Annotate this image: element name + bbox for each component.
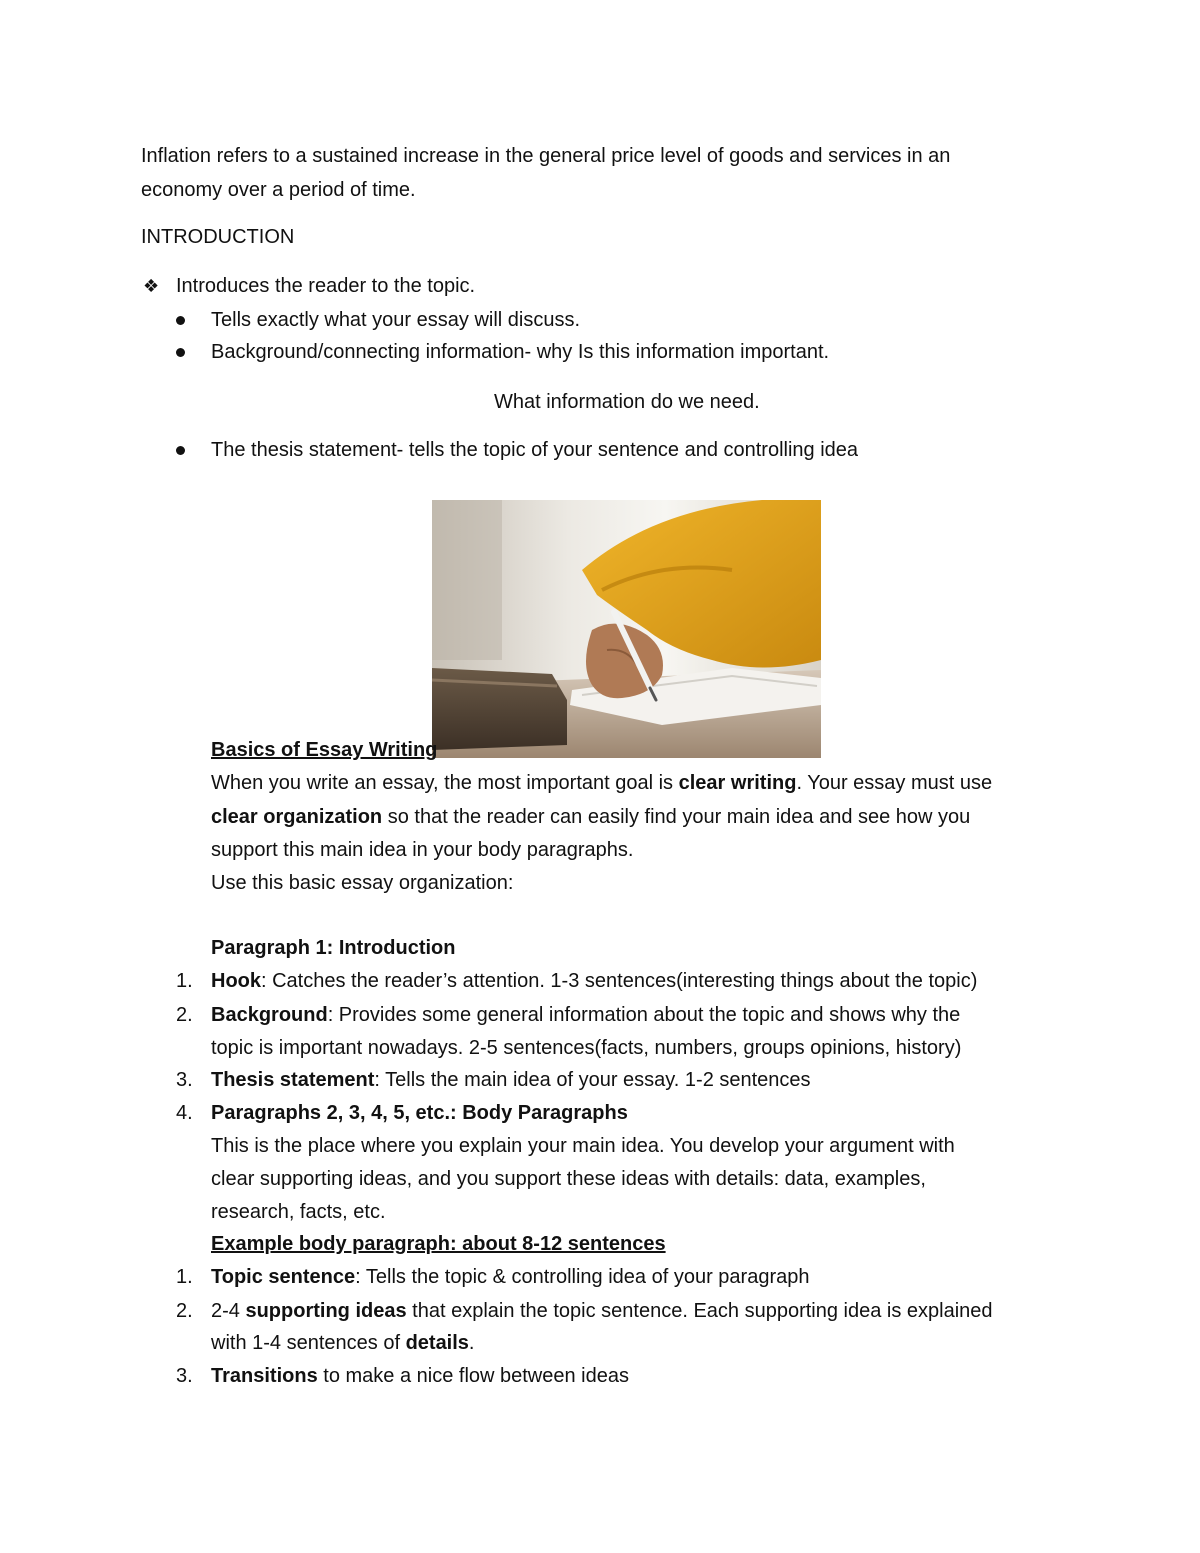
bullet-icon [176, 446, 185, 455]
list-item-thesis [211, 1064, 811, 1097]
basics-line-3: support this main idea in your body paragraphs. [211, 839, 634, 861]
writing-photo [432, 500, 821, 758]
list-item-topic-sentence [211, 1261, 809, 1294]
bullet-item-2: Background/connecting information- why Is this information important. [211, 341, 830, 363]
list-item-body-paragraphs: Paragraphs 2, 3, 4, 5, etc.: Body Paragraphs [211, 1102, 628, 1124]
basics-text: When you write an essay, the most important goal is [211, 772, 679, 794]
list-number: 2. [176, 1300, 193, 1322]
body-desc-3: research, facts, etc. [211, 1201, 386, 1223]
list-item-transitions [211, 1360, 629, 1393]
list-number: 2. [176, 1004, 193, 1026]
list-item-text: : Tells the topic & controlling idea of your paragraph [355, 1266, 810, 1288]
list-item-background [211, 999, 960, 1032]
intro-line-1: Inflation refers to a sustained increase in the general price level of goods and services in an [141, 145, 951, 167]
list-number: 3. [176, 1069, 193, 1091]
list-item-background-cont: topic is important nowadays. 2-5 sentences(facts, numbers, groups opinions, history) [211, 1037, 962, 1059]
bullet-item-3: The thesis statement- tells the topic of your sentence and controlling idea [211, 439, 859, 461]
basics-line-4: Use this basic essay organization: [211, 872, 514, 894]
list-item-text: that explain the topic sentence. Each supporting idea is explained [406, 1300, 993, 1322]
list-item-text: with 1-4 sentences of [211, 1332, 406, 1354]
basics-line-2 [211, 801, 970, 834]
list-item-label: Topic sentence [211, 1266, 356, 1288]
list-number: 1. [176, 970, 193, 992]
body-desc-1: This is the place where you explain your main idea. You develop your argument with [211, 1135, 955, 1157]
basics-text: so that the reader can easily find your main idea and see how you [382, 806, 971, 828]
list-item-supporting-ideas [211, 1295, 993, 1328]
basics-text: . Your essay must use [796, 772, 993, 794]
list-item-label: supporting ideas [245, 1300, 407, 1322]
list-number: 4. [176, 1102, 193, 1124]
centered-note: What information do we need. [494, 391, 760, 413]
list-item-text: to make a nice flow between ideas [317, 1365, 629, 1387]
basics-heading: Basics of Essay Writing [211, 739, 438, 761]
list-number: 1. [176, 1266, 193, 1288]
list-item-text: 2-4 [211, 1300, 246, 1322]
section-heading: INTRODUCTION [141, 226, 295, 248]
bullet-item-1: Tells exactly what your essay will discuss. [211, 309, 581, 331]
list-item-label: Transitions [211, 1365, 318, 1387]
diamond-bullet-icon: ❖ [143, 276, 160, 296]
example-heading: Example body paragraph: about 8-12 sentences [211, 1233, 666, 1255]
body-desc-2: clear supporting ideas, and you support these ideas with details: data, examples, [211, 1168, 926, 1190]
list-item-supporting-ideas-cont [211, 1327, 474, 1360]
diamond-list-item: Introduces the reader to the topic. [176, 275, 476, 297]
list-number: 3. [176, 1365, 193, 1387]
list-item-hook [211, 965, 977, 998]
list-item-label: Thesis statement [211, 1069, 375, 1091]
list-item-label: Hook [211, 970, 261, 992]
list-item-text: : Tells the main idea of your essay. 1-2 sentences [374, 1069, 811, 1091]
list-item-text: . [468, 1332, 475, 1354]
list-item-label: Background [211, 1004, 328, 1026]
basics-line-1 [211, 767, 992, 800]
basics-bold-text: clear writing [678, 772, 797, 794]
list-item-text: : Provides some general information about the topic and shows why the [327, 1004, 961, 1026]
intro-line-2: economy over a period of time. [141, 179, 416, 201]
list-item-label: details [405, 1332, 469, 1354]
basics-bold-text: clear organization [211, 806, 383, 828]
list-item-text: : Catches the reader’s attention. 1-3 sentences(interesting things about the topic) [261, 970, 978, 992]
paragraph1-heading: Paragraph 1: Introduction [211, 937, 456, 959]
bullet-icon [176, 316, 185, 325]
bullet-icon [176, 348, 185, 357]
